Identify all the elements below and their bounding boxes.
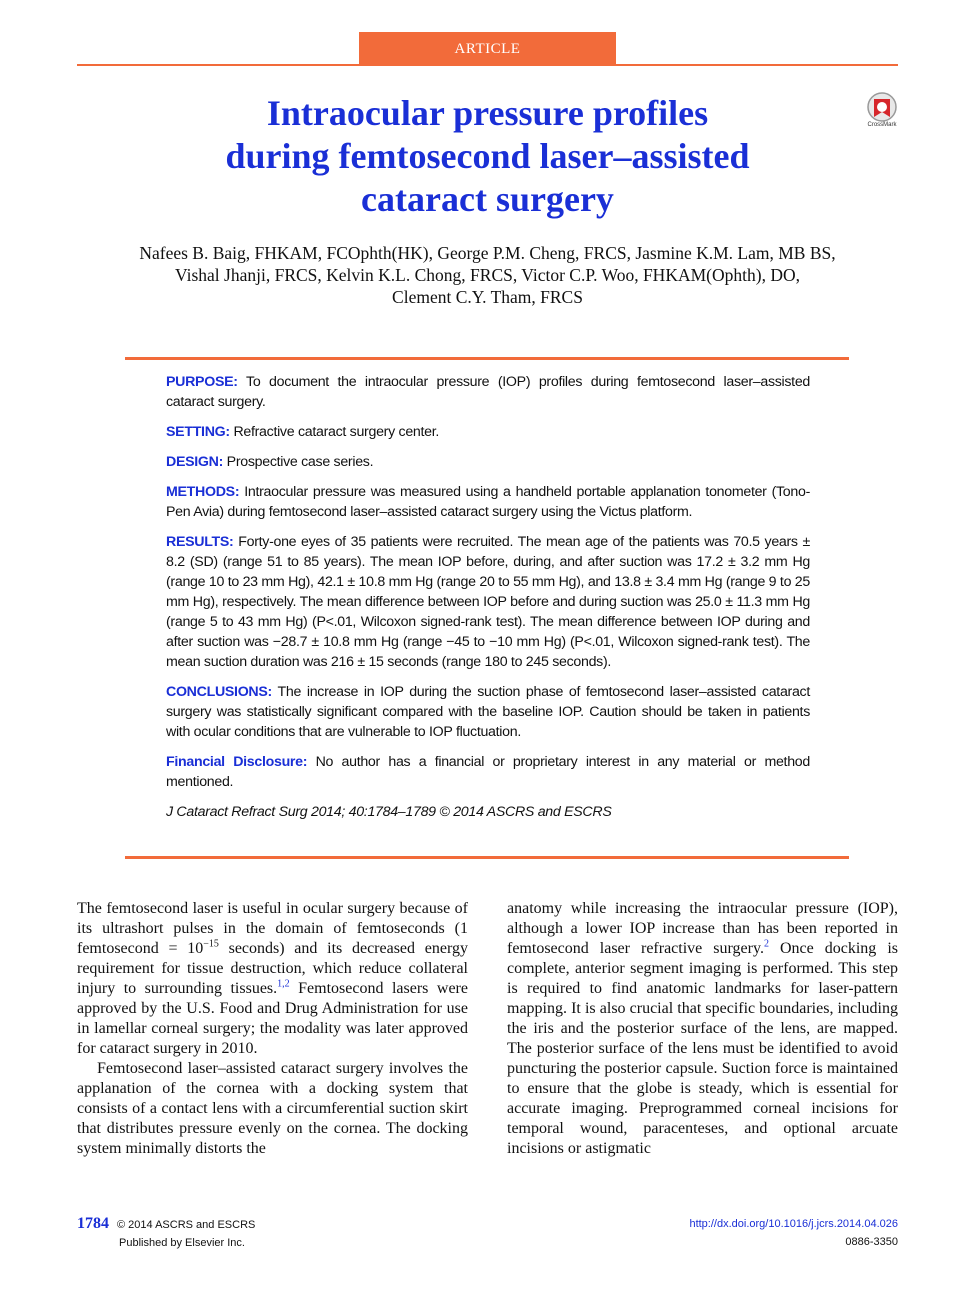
body-paragraph: [77, 899, 468, 1059]
design-label: DESIGN:: [166, 454, 224, 470]
setting-label: SETTING:: [166, 424, 230, 440]
issn: 0886-3350: [845, 1236, 898, 1248]
body-paragraph: Femtosecond laser–assisted cataract surgery involves the applanation of the cornea with a docking system that consists of a contact lens with a circumferential suction skirt that distributes pressure evenly on the cornea. The docking system minimally distorts the: [77, 1060, 468, 1157]
methods-label: METHODS:: [166, 484, 240, 500]
abstract-purpose: [166, 372, 810, 412]
author-list: [77, 242, 898, 308]
author-line: Clement C.Y. Tham, FRCS: [392, 287, 583, 307]
purpose-text: To document the intraocular pressure (IOP) profiles during femtosecond laser–assisted cataract surgery.: [166, 374, 810, 410]
purpose-label: PURPOSE:: [166, 374, 238, 390]
doi-link[interactable]: http://dx.doi.org/10.1016/j.jcrs.2014.04.026: [689, 1218, 898, 1230]
results-text: Forty-one eyes of 35 patients were recruited. The mean age of the patients was 70.5 years ± 8.2 (SD) (range 51 to 85 years). The mean IOP before, during, and after suction was 17.2 ± 3.2 mm Hg (range 10 to 23 mm Hg), 42.1 ± 10.8 mm Hg (range 20 to 55 mm Hg), and 13.8 ± 3.4 mm Hg (range 9 to 25 mm Hg), respectively. The mean difference between IOP before and during suction was 25.0 ± 11.3 mm Hg (range 5 to 43 mm Hg) (P<.01, Wilcoxon signed-rank test). The mean difference between IOP during and after suction was −28.7 ± 10.8 mm Hg (range −45 to −10 mm Hg) (P<.01, Wilcoxon signed-rank test). The mean suction duration was 216 ± 15 seconds (range 180 to 245 seconds).: [166, 534, 810, 670]
title-line: cataract surgery: [361, 179, 614, 219]
financial-text: No author has a financial or proprietary interest in any material or method mentioned.: [166, 754, 810, 790]
abstract-design: [166, 452, 810, 472]
abstract-conclusions: [166, 682, 810, 742]
abstract-methods: [166, 482, 810, 522]
design-text: Prospective case series.: [223, 454, 374, 470]
page-number: 1784: [77, 1215, 109, 1232]
body-text: anatomy while increasing the intraocular pressure (IOP), although a lower IOP increase than has been reported in femtosecond laser refractive surgery.: [507, 900, 898, 957]
body-text: Femtosecond lasers were approved by the U.S. Food and Drug Administration for use in lamellar corneal surgery; the modality was later approved for cataract surgery in 2010.: [77, 980, 468, 1057]
body-paragraph: [507, 899, 898, 1159]
footer-publisher: Published by Elsevier Inc.: [119, 1237, 245, 1249]
methods-text: Intraocular pressure was measured using a handheld portable applanation tonometer (Tono-Pen Avia) during femtosecond laser–assisted cataract surgery using the Victus platform.: [166, 484, 810, 520]
body-text: seconds) and its decreased energy requirement for tissue destruction, which reduce collateral injury to surrounding tissues.: [77, 940, 468, 997]
abstract-bottom-rule: [125, 856, 849, 859]
body-text: Once docking is complete, anterior segment imaging is performed. This step is required to find anatomic landmarks for laser-pattern mapping. It is also crucial that specific boundaries, including the iris and the posterior surface of the lens, are mapped. The posterior surface of the lens must be identified to avoid puncturing the posterior capsule. Suction force is maintained to ensure that the globe is steady, which is essential for accurate imaging. Preprogrammed corneal incisions for temporal wound, paracenteses, and optional arcuate incisions or astigmatic: [507, 940, 898, 1157]
footer-right: [689, 1215, 898, 1251]
body-column-left: [77, 899, 468, 1159]
article-title: [140, 92, 835, 221]
setting-text: Refractive cataract surgery center.: [229, 424, 440, 440]
footer-left: [77, 1215, 255, 1252]
journal-citation: J Cataract Refract Surg 2014; 40:1784–1789 © 2014 ASCRS and ESCRS: [166, 804, 612, 820]
reference-link[interactable]: 2: [763, 938, 769, 950]
footer-copyright: © 2014 ASCRS and ESCRS: [117, 1219, 256, 1231]
exponent: −15: [203, 938, 219, 950]
title-line: Intraocular pressure profiles: [266, 93, 709, 133]
conclusions-text: The increase in IOP during the suction phase of femtosecond laser–assisted cataract surgery was statistically significant compared with the baseline IOP. Caution should be taken in patients with ocular conditions that are vulnerable to IOP fluctuation.: [166, 684, 810, 740]
abstract: [166, 372, 810, 832]
abstract-results: [166, 532, 810, 672]
reference-link[interactable]: 1,2: [277, 978, 290, 990]
conclusions-label: CONCLUSIONS:: [166, 684, 272, 700]
financial-label: Financial Disclosure:: [166, 754, 308, 770]
header-rule: [77, 64, 898, 66]
body-text: The femtosecond laser is useful in ocular surgery because of its ultrashort pulses in the domain of femtoseconds (1 femtosecond = 10: [77, 900, 468, 957]
abstract-financial: [166, 752, 810, 792]
section-label: ARTICLE: [359, 32, 616, 64]
title-line: during femtosecond laser–assisted: [225, 136, 750, 176]
abstract-setting: [166, 422, 810, 442]
body-column-right: [507, 899, 898, 1159]
author-line: Nafees B. Baig, FHKAM, FCOphth(HK), George P.M. Cheng, FRCS, Jasmine K.M. Lam, MB BS,: [139, 243, 836, 263]
author-line: Vishal Jhanji, FRCS, Kelvin K.L. Chong, FRCS, Victor C.P. Woo, FHKAM(Ophth), DO,: [175, 265, 800, 285]
results-label: RESULTS:: [166, 534, 234, 550]
crossmark-label[interactable]: CrossMark: [867, 122, 897, 128]
abstract-top-rule: [125, 357, 849, 360]
